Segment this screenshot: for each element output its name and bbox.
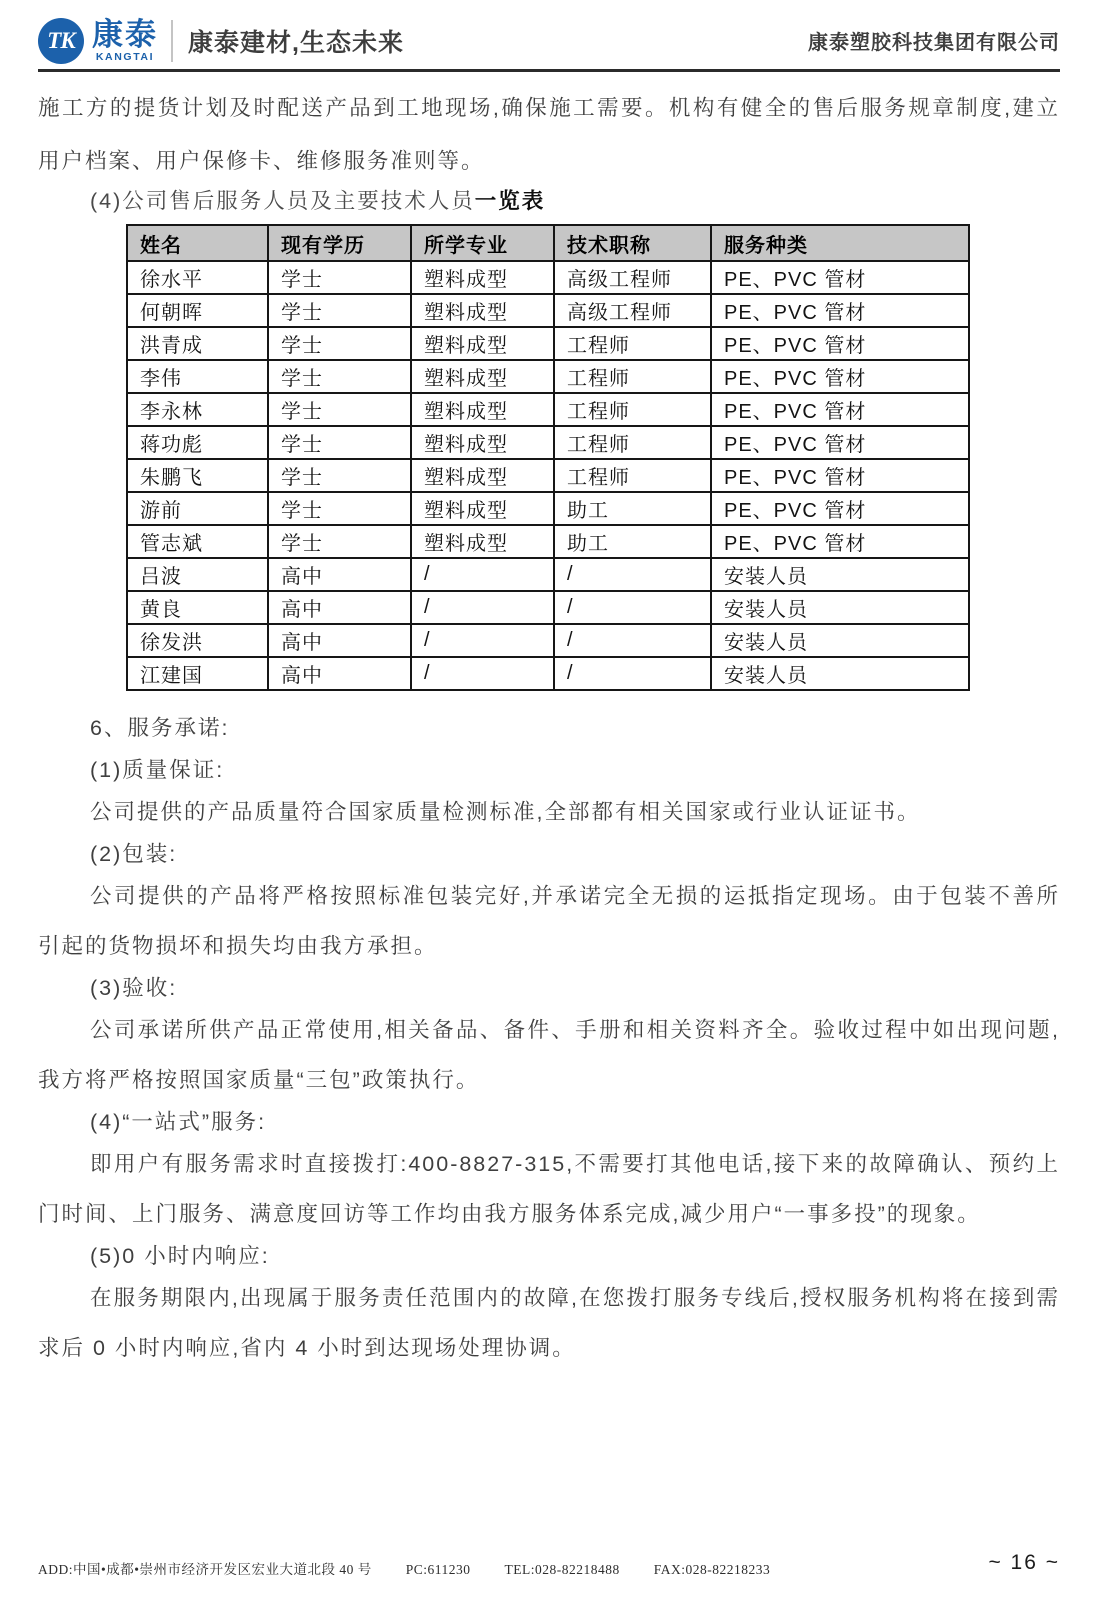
table-cell: 洪青成	[127, 327, 268, 360]
body-paragraph: (5)0 小时内响应:	[90, 1244, 270, 1268]
table-row	[127, 261, 969, 294]
table-row	[127, 624, 969, 657]
table-cell: PE、PVC 管材	[711, 426, 969, 459]
brand-name-cn: 康泰	[92, 16, 158, 52]
table-cell: /	[411, 657, 554, 690]
body-paragraph: 6、服务承诺:	[90, 716, 230, 740]
table-cell: 工程师	[554, 393, 711, 426]
table-cell: PE、PVC 管材	[711, 459, 969, 492]
footer-segment: TEL:028-82218488	[504, 1562, 620, 1577]
table-caption-prefix: (4)公司售后服务人员及主要技术人员	[90, 189, 475, 213]
kangtai-logo-icon: TK	[38, 18, 84, 64]
table-header-row	[127, 225, 969, 261]
table-row	[127, 294, 969, 327]
table-row	[127, 492, 969, 525]
table-cell: 高中	[268, 657, 411, 690]
body-paragraph: 公司提供的产品将严格按照标准包装完好,并承诺完全无损的运抵指定现场。由于包装不善所引起的货物损坏和损失均由我方承担。	[38, 884, 1060, 958]
table-cell: PE、PVC 管材	[711, 492, 969, 525]
table-cell: 蒋功彪	[127, 426, 268, 459]
table-cell: 安装人员	[711, 657, 969, 690]
page-footer	[38, 1552, 1060, 1578]
table-cell: 学士	[268, 492, 411, 525]
table-cell: 游前	[127, 492, 268, 525]
table-cell: PE、PVC 管材	[711, 360, 969, 393]
table-cell: 塑料成型	[411, 294, 554, 327]
footer-address	[38, 1558, 770, 1578]
brand-text-block	[92, 16, 158, 63]
table-cell: PE、PVC 管材	[711, 294, 969, 327]
table-cell: 黄良	[127, 591, 268, 624]
table-cell: 塑料成型	[411, 492, 554, 525]
table-cell: /	[554, 591, 711, 624]
table-row	[127, 558, 969, 591]
table-cell: 李伟	[127, 360, 268, 393]
table-row	[127, 426, 969, 459]
table-cell: PE、PVC 管材	[711, 327, 969, 360]
table-cell: 学士	[268, 327, 411, 360]
brand-name-en: KANGTAI	[95, 50, 155, 63]
table-cell: PE、PVC 管材	[711, 525, 969, 558]
body-paragraph: 公司提供的产品质量符合国家质量检测标准,全部都有相关国家或行业认证证书。	[90, 800, 921, 824]
table-row	[127, 591, 969, 624]
table-header-cell: 服务种类	[711, 225, 969, 261]
table-body	[127, 261, 969, 690]
table-caption-bold: 一览表	[474, 189, 546, 213]
table-cell: 李永林	[127, 393, 268, 426]
table-cell: 塑料成型	[411, 426, 554, 459]
table-cell: 学士	[268, 393, 411, 426]
table-cell: 高中	[268, 624, 411, 657]
table-cell: 工程师	[554, 459, 711, 492]
table-cell: 安装人员	[711, 591, 969, 624]
table-cell: 助工	[554, 492, 711, 525]
body-blocks	[38, 703, 1060, 1373]
table-cell: 管志斌	[127, 525, 268, 558]
table-row	[127, 393, 969, 426]
table-row	[127, 360, 969, 393]
body-paragraph: 即用户有服务需求时直接拨打:400-8827-315,不需要打其他电话,接下来的故障确认、预约上门时间、上门服务、满意度回访等工作均由我方服务体系完成,减少用户“一事多投”的现象。	[38, 1152, 1060, 1226]
table-cell: /	[554, 624, 711, 657]
table-cell: 塑料成型	[411, 327, 554, 360]
brand-logo	[38, 18, 404, 64]
table-cell: 吕波	[127, 558, 268, 591]
table-cell: /	[554, 657, 711, 690]
table-cell: 江建国	[127, 657, 268, 690]
personnel-table	[126, 224, 970, 691]
footer-segment: FAX:028-82218233	[653, 1562, 771, 1577]
table-cell: PE、PVC 管材	[711, 393, 969, 426]
table-cell: 学士	[268, 525, 411, 558]
table-cell: 工程师	[554, 360, 711, 393]
table-row	[127, 525, 969, 558]
table-cell: 塑料成型	[411, 261, 554, 294]
table-cell: 工程师	[554, 426, 711, 459]
table-cell: /	[411, 591, 554, 624]
table-cell: 徐水平	[127, 261, 268, 294]
table-cell: 朱鹏飞	[127, 459, 268, 492]
body-paragraph: 在服务期限内,出现属于服务责任范围内的故障,在您拨打服务专线后,授权服务机构将在接到需求后 0 小时内响应,省内 4 小时到达现场处理协调。	[38, 1286, 1060, 1360]
table-cell: 塑料成型	[411, 459, 554, 492]
page-header	[38, 0, 1060, 72]
table-cell: 徐发洪	[127, 624, 268, 657]
table-cell: 安装人员	[711, 558, 969, 591]
table-cell: 安装人员	[711, 624, 969, 657]
table-cell: /	[411, 558, 554, 591]
logo-divider	[171, 20, 173, 62]
table-cell: PE、PVC 管材	[711, 261, 969, 294]
table-row	[127, 657, 969, 690]
table-cell: 学士	[268, 261, 411, 294]
table-caption	[38, 180, 1060, 222]
intro-paragraph: 施工方的提货计划及时配送产品到工地现场,确保施工需要。机构有健全的售后服务规章制度,建立用户档案、用户保修卡、维修服务准则等。	[38, 96, 1060, 173]
table-cell: /	[411, 624, 554, 657]
table-header-cell: 姓名	[127, 225, 268, 261]
body-paragraph: (2)包装:	[90, 842, 178, 866]
table-cell: 塑料成型	[411, 525, 554, 558]
table-row	[127, 327, 969, 360]
table-cell: 学士	[268, 360, 411, 393]
table-header-cell: 所学专业	[411, 225, 554, 261]
table-header-cell: 技术职称	[554, 225, 711, 261]
footer-segment: ADD:中国•成都•崇州市经济开发区宏业大道北段 40 号	[38, 1562, 372, 1577]
table-cell: 学士	[268, 426, 411, 459]
table-cell: 塑料成型	[411, 360, 554, 393]
page-number: ~ 16 ~	[988, 1551, 1060, 1574]
table-cell: 高级工程师	[554, 261, 711, 294]
page-content	[0, 82, 1098, 1373]
table-row	[127, 459, 969, 492]
table-cell: 何朝晖	[127, 294, 268, 327]
table-cell: 学士	[268, 294, 411, 327]
footer-segment: PC:611230	[405, 1562, 471, 1577]
body-paragraph: (1)质量保证:	[90, 758, 225, 782]
body-paragraph: (3)验收:	[90, 976, 178, 1000]
table-header-cell: 现有学历	[268, 225, 411, 261]
body-paragraph: (4)“一站式”服务:	[90, 1110, 267, 1134]
brand-tagline: 康泰建材,生态未来	[188, 28, 404, 57]
body-paragraph: 公司承诺所供产品正常使用,相关备品、备件、手册和相关资料齐全。验收过程中如出现问题,我方将严格按照国家质量“三包”政策执行。	[38, 1018, 1060, 1092]
table-cell: 学士	[268, 459, 411, 492]
table-cell: 塑料成型	[411, 393, 554, 426]
company-name: 康泰塑胶科技集团有限公司	[808, 32, 1060, 54]
table-cell: 工程师	[554, 327, 711, 360]
table-cell: 高中	[268, 558, 411, 591]
table-cell: /	[554, 558, 711, 591]
table-cell: 助工	[554, 525, 711, 558]
personnel-table-wrap	[126, 224, 968, 691]
table-cell: 高中	[268, 591, 411, 624]
table-cell: 高级工程师	[554, 294, 711, 327]
